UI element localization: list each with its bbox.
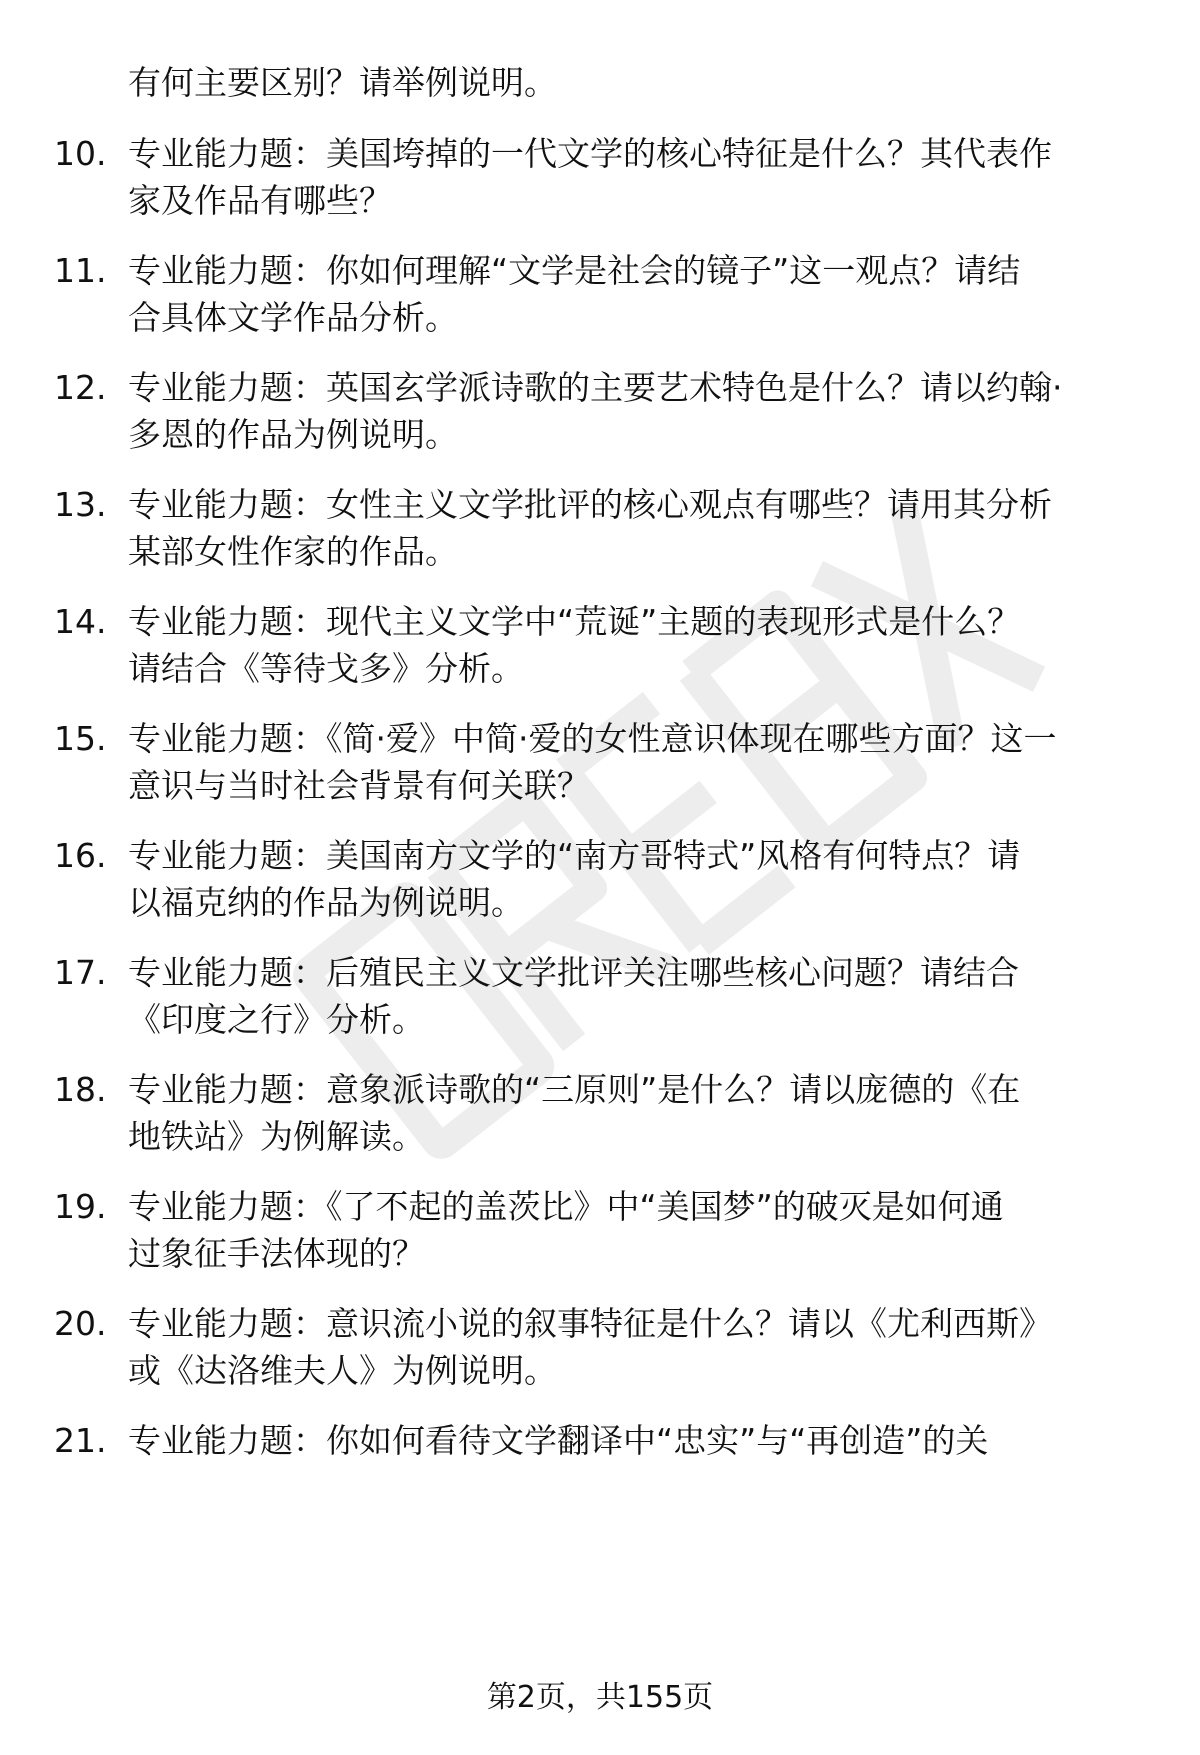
question-text-line: 专业能力题：《了不起的盖茨比》中“美国梦”的破灭是如何通 (128, 1187, 1004, 1226)
question-text-line: 意识与当时社会背景有何关联？ (128, 766, 590, 805)
question-text-line: 专业能力题：你如何理解“文学是社会的镜子”这一观点？请结 (128, 251, 1021, 290)
question-text-line: 《印度之行》分析。 (128, 1000, 425, 1039)
question-text-line: 专业能力题：女性主义文学批评的核心观点有哪些？请用其分析 (128, 485, 1052, 524)
question-number: 17. (54, 953, 107, 992)
question-text-line: 专业能力题：后殖民主义文学批评关注哪些核心问题？请结合 (128, 953, 1019, 992)
question-number: 10. (54, 134, 107, 173)
question-text-line: 或《达洛维夫人》为例说明。 (128, 1351, 557, 1390)
page-indicator: 第2页，共155页 (486, 1680, 714, 1715)
question-number: 21. (54, 1421, 107, 1460)
question-number: 16. (54, 836, 107, 875)
question-number: 11. (54, 251, 107, 290)
question-text-line: 请结合《等待戈多》分析。 (128, 649, 524, 688)
question-text-line: 合具体文学作品分析。 (128, 298, 458, 337)
question-text-line: 地铁站》为例解读。 (128, 1117, 425, 1156)
question-text-line: 专业能力题：意识流小说的叙事特征是什么？请以《尤利西斯》 (128, 1304, 1052, 1343)
question-text-line: 专业能力题：现代主义文学中“荒诞”主题的表现形式是什么？ (128, 602, 1021, 641)
question-text-line: 过象征手法体现的？ (128, 1234, 425, 1273)
question-number: 12. (54, 368, 107, 407)
question-text-line: 专业能力题：美国南方文学的“南方哥特式”风格有何特点？请 (128, 836, 1021, 875)
question-text-line: 专业能力题：英国玄学派诗歌的主要艺术特色是什么？请以约翰· (128, 368, 1063, 407)
question-number: 14. (54, 602, 107, 641)
question-text-line: 专业能力题：你如何看待文学翻译中“忠实”与“再创造”的关 (128, 1421, 989, 1460)
continued-question-text: 有何主要区别？请举例说明。 (128, 63, 557, 102)
question-text-line: 多恩的作品为例说明。 (128, 415, 458, 454)
question-number: 15. (54, 719, 107, 758)
question-text-line: 专业能力题：美国垮掉的一代文学的核心特征是什么？其代表作 (128, 134, 1052, 173)
question-number: 13. (54, 485, 107, 524)
question-text-line: 家及作品有哪些？ (128, 181, 392, 220)
question-text-line: 以福克纳的作品为例说明。 (128, 883, 524, 922)
question-number: 20. (54, 1304, 107, 1343)
question-number: 19. (54, 1187, 107, 1226)
question-text-line: 专业能力题：《简·爱》中简·爱的女性意识体现在哪些方面？这一 (128, 719, 1057, 758)
question-number: 18. (54, 1070, 107, 1109)
question-text-line: 专业能力题：意象派诗歌的“三原则”是什么？请以庞德的《在 (128, 1070, 1021, 1109)
question-text-line: 某部女性作家的作品。 (128, 532, 458, 571)
